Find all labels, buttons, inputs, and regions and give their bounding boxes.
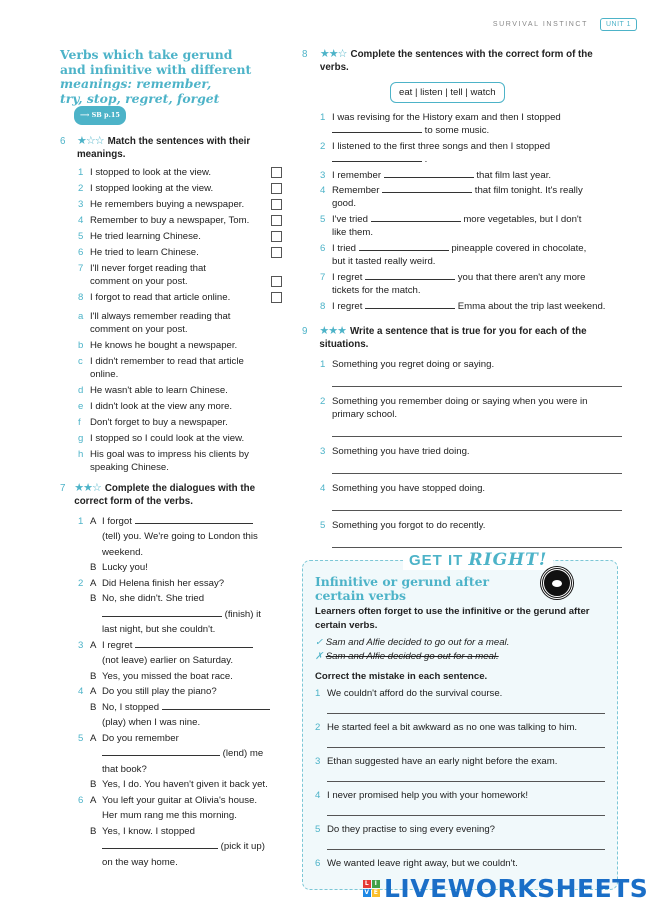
answer-box[interactable] [271, 292, 282, 303]
exercise-9-heading: 9 ★★★ Write a sentence that is true for you for each of the situations. [302, 325, 587, 350]
meaning-item: b He knows he bought a newspaper. [78, 339, 238, 351]
meaning-item: a I'll always remember reading that comment on your post. [78, 310, 231, 335]
meaning-item: d He wasn't able to learn Chinese. [78, 384, 228, 396]
answer-box[interactable] [271, 215, 282, 226]
grammar-title: Verbs which take gerund and infinitive with different meanings: remember, try, stop, regret, forget⟶ SB p.15 [60, 48, 282, 125]
difficulty-stars-icon: ★★★ [319, 325, 346, 337]
ex8-sentences: 1 I was revising for the History exam and then I stopped to some music. 2 I listened to the first three songs and then I stopped . 3 I remember that film last year. 4 Remember that film tonight. It's really good. 5 I've tried more vegetables, but I don't like them. 6 I tried pineapple covered in chocolate, but it tasted really weird. 7 I regret you that there aren't any more tickets for the match. 8 I regret Emma about the trip last weekend. [320, 112, 606, 312]
difficulty-stars-icon: ★☆☆ [76, 134, 104, 147]
answer-line[interactable] [332, 540, 622, 548]
page-header [493, 18, 637, 31]
ex7-dialogues: 1 A I forgot (tell) you. We're going to London this weekend. B Lucky you! 2 A Did Helena finish her essay? B No, she didn't. She tried (finish) it last night, but she couldn't. 3 A I regret (not leave) earlier on Saturday. B Yes, you missed the boat race. 4 A Do you still play the piano? B No, I stopped (play) when I was nine. 5 A Do you remember (lend) me that book? B Yes, I do. You haven't given it back yet. 6 A You left your guitar at Olivia's house. Her mum rang me this morning. B Yes, I know. I stopped (pick it up) on the way home. [78, 515, 268, 868]
ex9-items: 1 Something you regret doing or saying. 2 Something you remember doing or saying when you were in primary school. 3 Something you have tried doing. 4 Something you have stopped doing. 5 Something you forgot to do recently. [320, 358, 622, 548]
cross-icon: ✗ [315, 651, 324, 662]
answer-box[interactable] [271, 276, 282, 287]
answer-line[interactable] [327, 808, 605, 816]
list-item: 8 I forgot to read that article online. [78, 291, 282, 304]
sb-ref-tag[interactable]: ⟶ SB p.15 [74, 106, 126, 125]
difficulty-stars-icon: ★★☆ [74, 481, 101, 494]
list-item: 4 Remember to buy a newspaper, Tom. [78, 214, 282, 227]
answer-blank[interactable] [332, 153, 422, 162]
answer-blank[interactable] [371, 213, 461, 222]
answer-blank[interactable] [102, 747, 220, 756]
gir-intro: Learners often forget to use the infinitive or the gerund after certain verbs. [315, 606, 590, 631]
answer-blank[interactable] [332, 124, 422, 133]
meaning-item: h His goal was to impress his clients by speaking Chinese. [78, 448, 249, 473]
answer-blank[interactable] [135, 639, 253, 648]
answer-blank[interactable] [365, 300, 455, 309]
answer-line[interactable] [332, 466, 622, 474]
lw-logo-icon: L I V E [364, 880, 379, 896]
get-it-right-banner: GET IT RIGHT! [403, 550, 553, 570]
answer-line[interactable] [327, 740, 605, 748]
list-item: 3 He remembers buying a newspaper. [78, 198, 282, 211]
list-item: 2 I stopped looking at the view. [78, 182, 282, 195]
incorrect-example: ✗ Sam and Alfie decided go out for a meal. [315, 651, 499, 662]
answer-line[interactable] [327, 706, 605, 714]
answer-line[interactable] [332, 429, 622, 437]
list-item: 5 He tried learning Chinese. [78, 230, 282, 243]
meaning-item: c I didn't remember to read that article online. [78, 355, 244, 380]
list-item: 6 He tried to learn Chinese. [78, 246, 282, 259]
list-item: 1 I stopped to look at the view. [78, 166, 282, 179]
meaning-item: e I didn't look at the view any more. [78, 400, 233, 412]
watermark-text: LIVEWORKSHEETS [384, 874, 649, 903]
answer-box[interactable] [271, 167, 282, 178]
answer-blank[interactable] [102, 608, 222, 617]
answer-box[interactable] [271, 183, 282, 194]
gir-title: Infinitive or gerund after certain verbs [315, 574, 490, 603]
answer-box[interactable] [271, 199, 282, 210]
exercise-7-heading: 7 ★★☆ Complete the dialogues with the correct form of the verbs. [60, 481, 256, 507]
difficulty-stars-icon: ★★☆ [319, 48, 347, 60]
answer-blank[interactable] [365, 271, 455, 280]
answer-blank[interactable] [382, 184, 472, 193]
exercise-6-heading: 6 ★☆☆ Match the sentences with their meanings. [60, 134, 251, 160]
exercise-8-heading: 8 ★★☆ Complete the sentences with the correct form of the verbs. [302, 48, 593, 73]
answer-blank[interactable] [162, 701, 270, 710]
answer-blank[interactable] [384, 169, 474, 178]
correct-example: ✓ Sam and Alfie decided to go out for a meal. [315, 637, 510, 648]
check-icon: ✓ [315, 637, 324, 648]
right-column [302, 48, 622, 548]
answer-blank[interactable] [359, 242, 449, 251]
liveworksheets-logo[interactable] [363, 874, 648, 903]
gir-items: 1 We couldn't afford do the survival course. 2 He started feel a bit awkward as no one was talking to him. 3 Ethan suggested have an early night before the exam. 4 I never promised help you with your homework! 5 Do they practise to sing every evening? 6 We wanted leave right away, but we couldn't. [315, 687, 605, 870]
answer-line[interactable] [327, 774, 605, 782]
word-box: eat | listen | tell | watch [390, 82, 505, 103]
answer-line[interactable] [332, 503, 622, 511]
answer-box[interactable] [271, 231, 282, 242]
meaning-item: f Don't forget to buy a newspaper. [78, 416, 228, 428]
ex6-items [78, 166, 282, 474]
eye-logo-icon [541, 567, 573, 599]
answer-blank[interactable] [135, 515, 253, 524]
answer-line[interactable] [327, 842, 605, 850]
answer-blank[interactable] [102, 840, 218, 849]
meaning-item: g I stopped so I could look at the view. [78, 432, 245, 444]
section-label: SURVIVAL INSTINCT [492, 21, 588, 28]
answer-line[interactable] [332, 379, 622, 387]
left-column [60, 48, 282, 870]
answer-box[interactable] [271, 247, 282, 258]
unit-badge: UNIT 1 [600, 18, 637, 31]
list-item: 7 I'll never forget reading that comment on your post. [78, 262, 282, 288]
gir-task: Correct the mistake in each sentence. [315, 671, 488, 682]
get-it-right-box [302, 550, 618, 890]
